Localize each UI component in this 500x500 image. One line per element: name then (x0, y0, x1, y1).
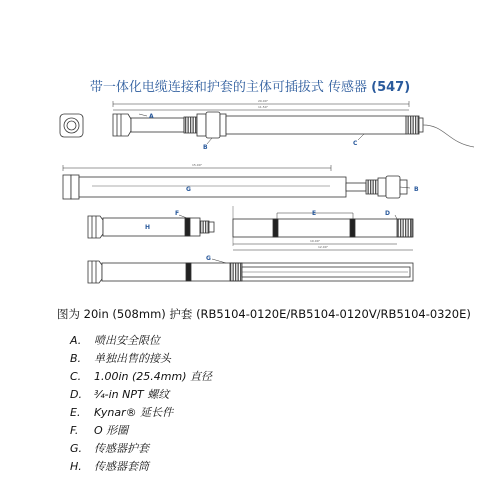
dim-label-extension-total: 12.00" (318, 245, 328, 249)
legend-key: A. (70, 334, 82, 347)
sensor-sheath-section (88, 259, 413, 283)
legend-item (70, 368, 212, 386)
callout-h: H (145, 224, 151, 231)
legend-key: D. (70, 388, 82, 401)
sensor-assembly (113, 101, 474, 147)
legend-text: 喷出安全限位 (94, 334, 160, 347)
callout-c: C (353, 140, 358, 147)
title-text: 带一体化电缆连接和护套的主体可插拔式 传感器 (89, 80, 367, 95)
sensor-sleeve (88, 215, 214, 238)
sleeve-with-fitting (63, 165, 410, 199)
legend-text: 传感器护套 (94, 442, 149, 455)
end-view-sensor (60, 114, 83, 137)
dim-label-overall: 20.00" (258, 99, 268, 103)
legend-key: H. (70, 460, 82, 473)
legend-key: B. (70, 352, 82, 365)
callout-g-2: G (206, 255, 211, 262)
legend-item (70, 332, 212, 350)
callout-b: B (203, 144, 208, 151)
legend-item (70, 422, 212, 440)
callout-f: F (175, 210, 180, 217)
dim-label-extension: 10.00" (310, 239, 320, 243)
dim-label-sleeve: 15.00" (192, 163, 202, 167)
legend-text: ¾-in NPT 螺纹 (94, 388, 170, 401)
dim-label-body: 11.50" (258, 105, 268, 109)
legend-text: 传感器套筒 (94, 460, 149, 473)
legend-text: Kynar® 延长件 (94, 406, 174, 419)
callout-e: E (312, 210, 317, 217)
legend-item (70, 458, 212, 476)
callout-g: G (186, 186, 191, 193)
legend-key: E. (70, 406, 81, 419)
title-number: (547) (371, 80, 411, 95)
callout-d: D (385, 210, 390, 217)
legend-item (70, 404, 212, 422)
legend-key: F. (70, 424, 79, 437)
legend-text: O 形圈 (94, 424, 129, 437)
legend-item (70, 440, 212, 458)
legend-list (70, 332, 212, 476)
legend-item (70, 350, 212, 368)
legend-item (70, 386, 212, 404)
legend-text: 单独出售的接头 (94, 352, 171, 365)
callout-a: A (149, 113, 154, 120)
legend-key: G. (70, 442, 83, 455)
legend-text: 1.00in (25.4mm) 直径 (94, 370, 213, 383)
figure-caption: 图为 20in (508mm) 护套 (RB5104-0120E/RB5104-0120V/RB5104-0320E) (57, 307, 471, 321)
legend-key: C. (70, 370, 82, 383)
callout-b-2: B (414, 186, 419, 193)
